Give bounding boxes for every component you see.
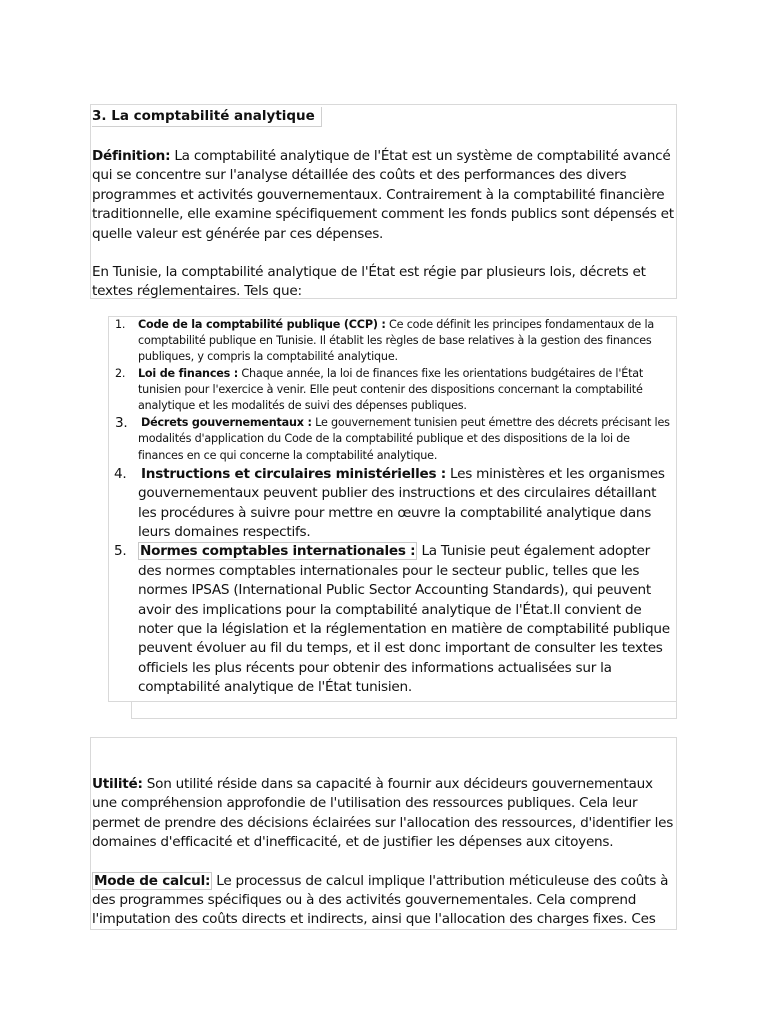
list-item-title: Normes comptables internationales : — [140, 543, 416, 560]
definition-text: La comptabilité analytique de l'État est un système de comptabilité avancé qui se concentre sur l'analyse détaillée des coûts et des performances des divers programmes et activités gouvernementaux. Contrairement à la comptabilité financière traditionnelle, elle examine spécifiquement comment les fonds publics sont dépensés et quelle valeur est générée par ces dépenses. — [92, 148, 674, 242]
definition-label: Définition: — [92, 148, 171, 164]
list-item-number: 5. — [114, 543, 127, 560]
list-item-number: 3. — [115, 415, 128, 432]
tunisia-intro-paragraph: En Tunisie, la comptabilité analytique de l'État est régie par plusieurs lois, décrets et textes réglementaires. Tels que: — [92, 264, 646, 300]
definition-paragraph — [92, 147, 677, 244]
list-item-number: 4. — [114, 465, 127, 482]
list-item — [108, 415, 676, 464]
section-utility — [92, 775, 677, 929]
list-item — [108, 366, 676, 415]
list-item-text: Les ministères et les organismes gouvernementaux peuvent publier des instructions et des circulaires détaillant les procédures à suivre pour mettre en œuvre la comptabilité analytique dans leurs domaines respectifs. — [138, 465, 665, 541]
list-item-number: 2. — [115, 366, 126, 380]
list-item-number: 1. — [115, 318, 126, 331]
utilite-text: Son utilité réside dans sa capacité à fournir aux décideurs gouvernementaux une compréhension approfondie de l'utilisation des ressources publiques. Cela leur permet de prendre des décisions éclairées sur l'allocation des ressources, d'identifier les domaines d'efficacité et d'inefficacité, et de justifier les dépenses aux citoyens. — [92, 776, 674, 851]
list-item-title: Code de la comptabilité publique (CCP) : — [138, 318, 386, 331]
list-item — [108, 542, 676, 697]
utilite-label: Utilité: — [92, 776, 143, 792]
list-item-text: La Tunisie peut également adopter des normes comptables internationales pour le secteur public, telles que les normes IPSAS (International Public Sector Accounting Standards), qui peuvent avoir des implications pour la comptabilité analytique de l'État.Il convient de noter que la législation et la réglementation en matière de comptabilité publique peuvent évoluer au fil du temps, et il est donc important de consulter les textes officiels les plus récents pour obtenir des informations actualisées sur la comptabilité analytique de l'État tunisien. — [138, 543, 670, 696]
list-item-title: Loi de finances : — [138, 366, 239, 380]
section-intro — [92, 105, 677, 302]
section-heading: 3. La comptabilité analytique — [92, 107, 322, 127]
legal-texts-list — [108, 317, 676, 698]
mode-calcul-text: Le processus de calcul implique l'attribution méticuleuse des coûts à des programmes spécifiques ou à des activités gouvernementales. Cela comprend l'imputation des coûts directs et indirects, ainsi que l'allocation des charges fixes. Ces — [92, 872, 669, 928]
utilite-paragraph — [92, 775, 677, 853]
list-item-title: Instructions et circulaires ministérielles : — [141, 465, 446, 482]
list-item — [108, 317, 676, 366]
list-item — [108, 465, 676, 543]
list-item-text: Chaque année, la loi de finances fixe les orientations budgétaires de l'État tunisien pour l'exercice à venir. Elle peut contenir des dispositions concernant la comptabilité analytique et les modalités de suivi des dépenses publiques. — [138, 366, 644, 413]
list-box-tail — [131, 701, 677, 719]
list-item-text: Le gouvernement tunisien peut émettre des décrets précisant les modalités d'application du Code de la comptabilité publique et des dispositions de la loi de finances en ce qui concerne la comptabilité analytique. — [138, 416, 670, 462]
mode-calcul-paragraph — [92, 872, 677, 929]
mode-calcul-label: Mode de calcul: — [94, 872, 211, 889]
list-item-text: Ce code définit les principes fondamentaux de la comptabilité publique en Tunisie. Il établit les règles de base relatives à la gestion des finances publiques, y compris la comptabilité analytique. — [138, 318, 655, 364]
list-item-title: Décrets gouvernementaux : — [141, 416, 312, 430]
